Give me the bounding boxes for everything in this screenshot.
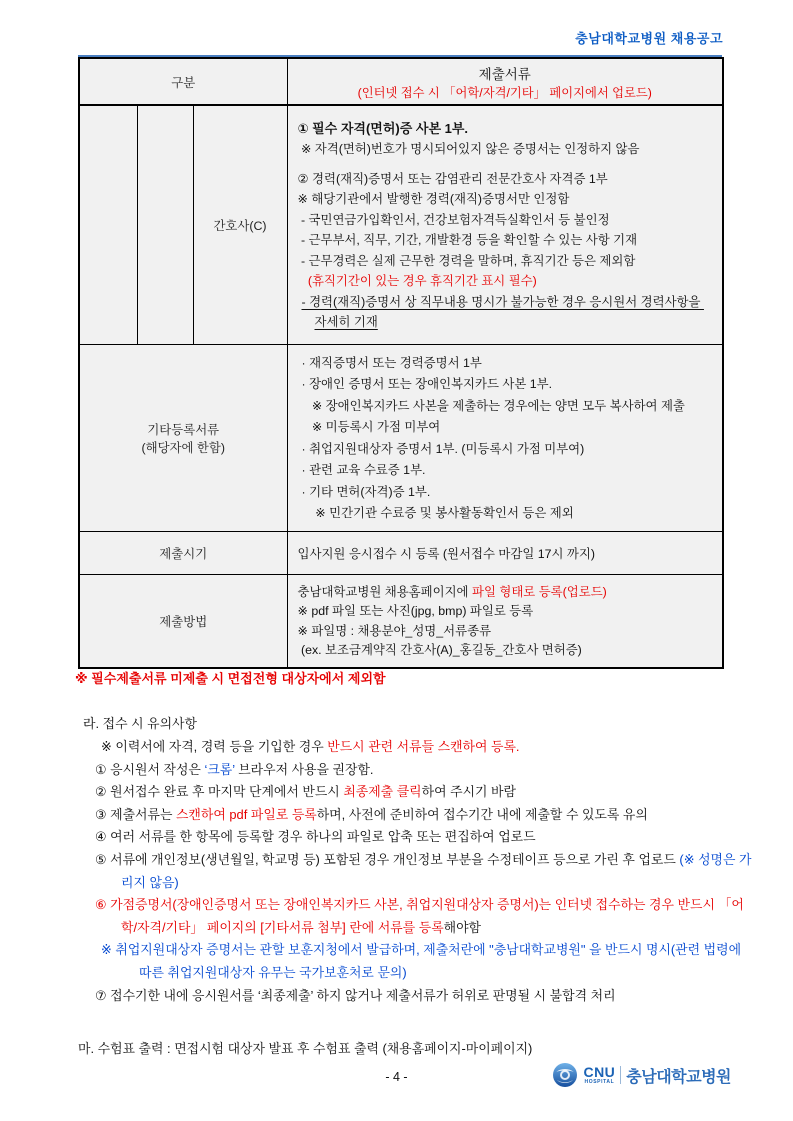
- text-segment: ② 원서접수 완료 후 마지막 단계에서 반드시: [95, 784, 344, 800]
- row-label-other-docs: [79, 344, 287, 531]
- row-label-submit-method: 제출방법: [79, 574, 287, 668]
- text-line: [298, 374, 713, 396]
- text-line: [298, 439, 713, 461]
- text-segment: ※ 장애인복지카드 사본을 제출하는 경우에는 양면 모두 복사하여 제출: [301, 398, 685, 413]
- text-line: [298, 230, 713, 251]
- note-item: [83, 759, 755, 782]
- logo-acronym-block: [583, 1065, 615, 1085]
- text-line: [298, 482, 713, 504]
- text-line: [298, 396, 713, 418]
- text-segment: ① 응시원서 작성은: [95, 761, 205, 777]
- logo-divider: [620, 1066, 621, 1084]
- text-segment: (ex. 보조금계약직 간호사(A)_홍길동_간호사 면허증): [297, 643, 582, 657]
- text-segment: 반드시 관련 서류들 스캔하여 등록.: [327, 739, 520, 754]
- note-item: [83, 939, 755, 984]
- other-docs-content: [287, 344, 723, 531]
- note-item: [83, 985, 755, 1008]
- text-line: [298, 169, 713, 190]
- text-segment: 해야함: [443, 919, 482, 935]
- logo-subtitle: HOSPITAL: [584, 1079, 615, 1085]
- text-segment: ① 필수 자격(면허)증 사본 1부.: [297, 120, 469, 136]
- text-segment: ‘크롬’: [204, 761, 235, 777]
- documents-subtitle: (인터넷 접수 시 「어학/자격/기타」 페이지에서 업로드): [357, 85, 652, 100]
- empty-subcell-1: [79, 105, 137, 344]
- text-segment: ⑦ 접수기한 내에 응시원서를 ‘최종제출’ 하지 않거나 제출서류가 허위로 판명될 시 불합격 처리: [95, 987, 616, 1003]
- text-segment: 파일 형태로 등록(업로드): [471, 584, 607, 599]
- globe-icon: [552, 1062, 578, 1088]
- text-segment: 브라우저 사용을 권장함.: [234, 761, 374, 777]
- note-item: [83, 826, 755, 849]
- empty-subcell-2: [137, 105, 193, 344]
- note-item: [83, 781, 755, 804]
- text-segment: · 기타 면허(자격)증 1부.: [301, 484, 431, 499]
- page-footer: [0, 1062, 793, 1102]
- text-line: [298, 271, 713, 292]
- note-item: [83, 736, 755, 759]
- text-segment: - 경력(재직)증명서 상 직무내용 명시가 불가능한 경우 응시원서 경력사항을 자세히 기재: [301, 294, 704, 330]
- text-segment: 스캔하여 pdf 파일로 등록: [175, 806, 317, 822]
- text-segment: · 장애인 증명서 또는 장애인복지카드 사본 1부.: [301, 377, 553, 391]
- text-segment: 하며, 사전에 준비하여 접수기간 내에 제출할 수 있도록 유의: [316, 806, 648, 822]
- text-segment: ※ pdf 파일 또는 사진(jpg, bmp) 파일로 등록: [297, 604, 534, 618]
- text-segment: - 국민연금가입확인서, 건강보험자격득실확인서 등 불인정: [297, 212, 610, 227]
- hospital-name: 충남대학교병원: [626, 1068, 731, 1086]
- note-item: [83, 894, 755, 939]
- text-segment: (※ 성명은 가리지 않음): [121, 851, 752, 890]
- text-line: [298, 119, 713, 140]
- required-docs-warning: ※ 필수제출서류 미제출 시 면접전형 대상자에서 제외함: [75, 671, 386, 686]
- section-application-notes: [83, 712, 755, 1007]
- submit-time-content: [287, 531, 723, 574]
- logo-acronym: CNU: [583, 1064, 616, 1080]
- table-row-nurse-c: [79, 105, 723, 344]
- text-segment: - 근무부서, 직무, 기간, 개발환경 등을 확인할 수 있는 사항 기재: [297, 233, 638, 248]
- text-line: [298, 583, 713, 603]
- text-segment: ※ 해당기관에서 발행한 경력(재직)증명서만 인정함: [297, 192, 570, 207]
- note-item: [83, 849, 755, 894]
- text-segment: ※ 취업지원대상자 증명서는 관할 보훈지청에서 발급하며, 제출처란에 "충남대학교병원" 을 반드시 명시(관련 법령에 따른 취업지원대상자 유무는 국가보훈처로 문의): [101, 942, 742, 980]
- text-line: [298, 622, 713, 642]
- text-line: [298, 641, 713, 661]
- text-segment: (휴직기간이 있는 경우 휴직기간 표시 필수): [297, 274, 537, 289]
- col-header-documents: [287, 58, 723, 105]
- documents-title: 제출서류: [478, 66, 531, 82]
- row-label-nurse-c: 간호사(C): [193, 105, 287, 344]
- text-line: [298, 210, 713, 231]
- text-segment: ※ 이력서에 자격, 경력 등을 기입한 경우: [101, 739, 328, 754]
- text-segment: 충남대학교병원 채용홈페이지에: [297, 584, 472, 599]
- text-segment: - 근무경력은 실제 근무한 경력을 말하며, 휴직기간 등은 제외함: [297, 253, 636, 268]
- text-segment: ※ 자격(면허)번호가 명시되어있지 않은 증명서는 인정하지 않음: [297, 142, 640, 157]
- text-line: [298, 251, 713, 272]
- text-segment: 하여 주시기 바람: [421, 784, 516, 800]
- section-exam-slip: 마. 수험표 출력 : 면접시험 대상자 발표 후 수험표 출력 (채용홈페이지-마이페이지): [78, 1041, 533, 1056]
- text-segment: ③ 제출서류는: [95, 806, 176, 822]
- text-line: [298, 189, 713, 210]
- doc-header-label: 충남대학교병원 채용공고: [575, 31, 723, 46]
- text-line: [298, 160, 713, 169]
- section-ra-items: [83, 736, 755, 1007]
- other-docs-label-line2: (해당자에 한함): [141, 440, 225, 455]
- row-label-submit-time: 제출시기: [79, 531, 287, 574]
- submit-method-content: [287, 574, 723, 668]
- submission-documents-table: [78, 55, 722, 669]
- other-docs-label-line1: 기타등록서류: [147, 422, 220, 437]
- text-line: [298, 542, 713, 566]
- nurse-c-documents: [287, 105, 723, 344]
- text-segment: ⑥ 가점증명서(장애인증명서 또는 장애인복지카드 사본, 취업지원대상자 증명서)는 인터넷 접수하는 경우 반드시 「어학/자격/기타」 페이지의 [기타서류 첨부] 란에 서류를 등록: [95, 897, 744, 935]
- table-row-submit-time: [79, 531, 723, 574]
- text-line: [298, 417, 713, 439]
- table-row-other-docs: [79, 344, 723, 531]
- page-number: - 4 -: [385, 1070, 408, 1084]
- table-row-submit-method: [79, 574, 723, 668]
- text-segment: ※ 미등록시 가점 미부여: [301, 420, 441, 434]
- col-header-category: 구분: [79, 58, 287, 105]
- text-segment: ⑤ 서류에 개인정보(생년월일, 학교명 등) 포함된 경우 개인정보 부분을 수정테이프 등으로 가린 후 업로드: [95, 851, 680, 867]
- text-segment: ※ 민간기관 수료증 및 봉사활동확인서 등은 제외: [301, 506, 574, 520]
- text-segment: 입사지원 응시접수 시 등록 (원서접수 마감일 17시 까지): [297, 546, 595, 561]
- text-line: [298, 460, 713, 482]
- section-ra-title: 라. 접수 시 유의사항: [83, 716, 197, 731]
- note-item: [83, 804, 755, 827]
- text-segment: ※ 파일명 : 채용분야_성명_서류종류: [297, 623, 492, 638]
- text-line: [298, 353, 713, 375]
- text-line: [298, 139, 713, 160]
- table-header-row: [79, 58, 723, 105]
- text-line: [298, 292, 713, 333]
- text-segment: ④ 여러 서류를 한 항목에 등록할 경우 하나의 파일로 압축 또는 편집하여 업로드: [95, 829, 536, 845]
- text-segment: · 취업지원대상자 증명서 1부. (미등록시 가점 미부여): [301, 441, 585, 456]
- text-segment: · 재직증명서 또는 경력증명서 1부: [301, 355, 482, 370]
- text-line: [298, 503, 713, 525]
- text-segment: ② 경력(재직)증명서 또는 감염관리 전문간호사 자격증 1부: [297, 171, 608, 186]
- text-segment: 최종제출 클릭: [343, 784, 422, 800]
- text-line: [298, 602, 713, 622]
- text-segment: · 관련 교육 수료증 1부.: [301, 463, 426, 477]
- hospital-logo: [552, 1062, 731, 1088]
